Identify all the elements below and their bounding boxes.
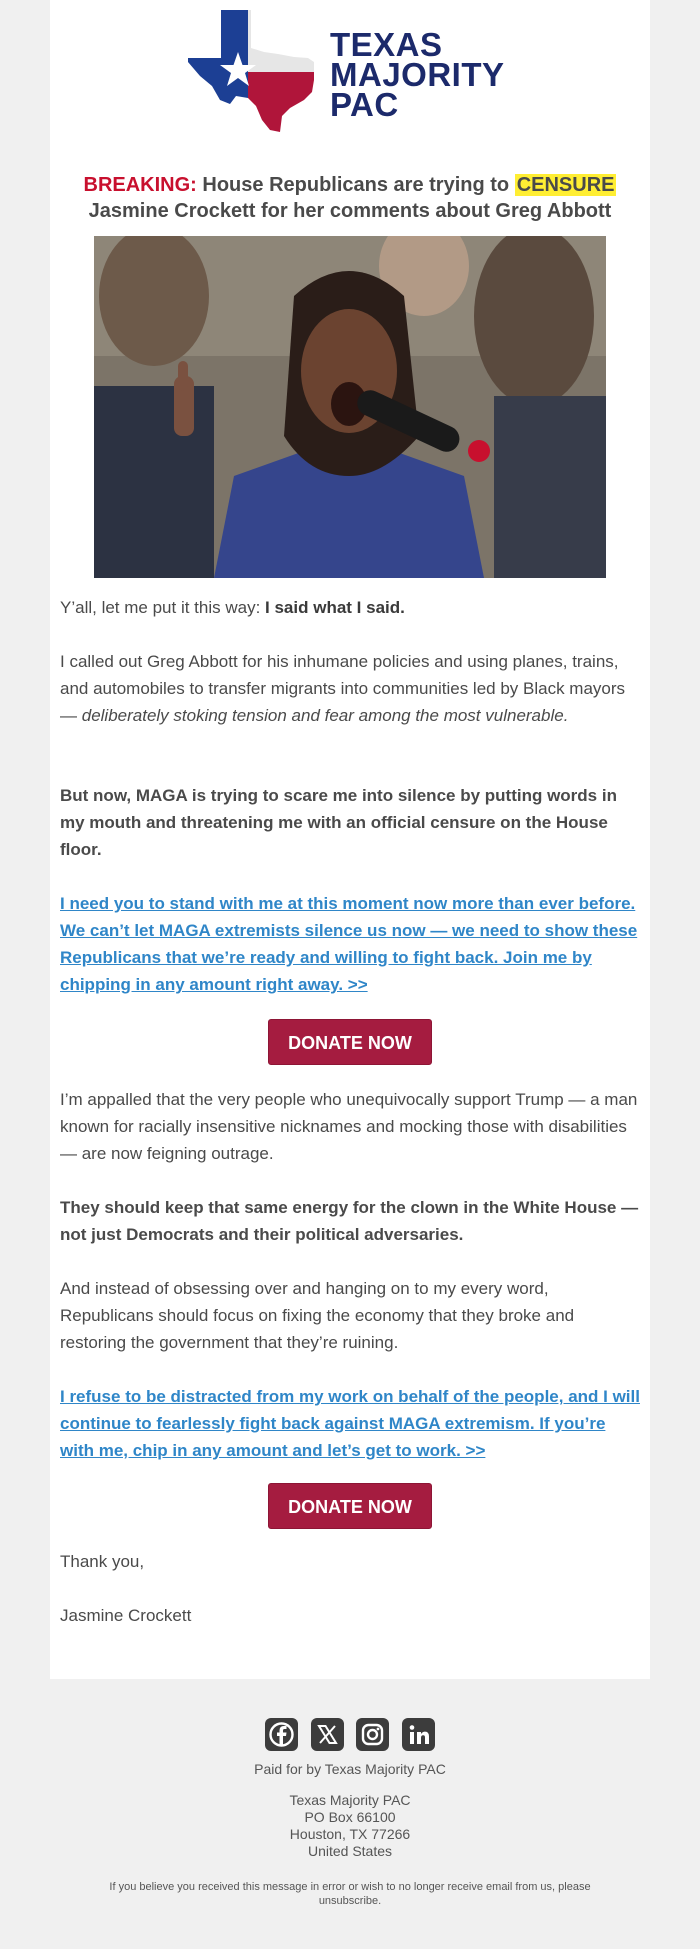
address-city: Houston, TX 77266 bbox=[289, 1826, 411, 1842]
texas-state-flag-icon bbox=[186, 10, 326, 134]
instagram-icon[interactable] bbox=[356, 1718, 389, 1751]
donate-now-button-1[interactable]: DONATE NOW bbox=[268, 1019, 432, 1065]
signature: Jasmine Crockett bbox=[60, 1606, 192, 1625]
intro-bold: I said what I said. bbox=[265, 598, 405, 617]
breaking-label: BREAKING: bbox=[83, 174, 197, 196]
x-icon[interactable] bbox=[311, 1718, 344, 1751]
social-icons bbox=[265, 1718, 435, 1752]
headline-text: House Republicans are trying to bbox=[196, 174, 515, 196]
paragraph-maga: But now, MAGA is trying to scare me into silence by putting words in my mouth and threatening me with an official censure on the House floor. bbox=[60, 786, 617, 859]
donate-link-1[interactable]: I need you to stand with me at this moment now more than ever before. We can’t let MAGA extremists silence us now — we need to show these Republicans that we’re ready and willing to fight back. Join me by chipping in any amount right away. >> bbox=[60, 894, 638, 994]
donate-now-button-2[interactable]: DONATE NOW bbox=[268, 1483, 432, 1529]
paragraph-appalled: I’m appalled that the very people who unequivocally support Trump — a man known for racially insensitive nicknames and mocking those with disabilities — are now feigning outrage. bbox=[60, 1090, 638, 1163]
headline-line1 bbox=[50, 172, 650, 198]
logo-line-majority: MAJORITY bbox=[330, 56, 505, 93]
headline bbox=[50, 172, 650, 224]
hero-photo-illustration bbox=[94, 236, 606, 578]
address-country: United States bbox=[307, 1843, 393, 1859]
address-po-box: PO Box 66100 bbox=[304, 1809, 396, 1825]
closing-thanks: Thank you, bbox=[60, 1552, 145, 1571]
paid-for-disclaimer: Paid for by Texas Majority PAC bbox=[254, 1761, 446, 1777]
headline-line2: Jasmine Crockett for her comments about Greg Abbott bbox=[88, 200, 612, 222]
abbott-italic: deliberately stoking tension and fear among the most vulnerable. bbox=[81, 706, 569, 725]
paragraph-intro bbox=[60, 594, 640, 621]
linkedin-icon[interactable] bbox=[402, 1718, 435, 1751]
address-org: Texas Majority PAC bbox=[289, 1792, 411, 1808]
paragraph-energy: They should keep that same energy for the clown in the White House — not just Democrats and their political adversaries. bbox=[60, 1198, 639, 1244]
logo-wordmark bbox=[330, 26, 505, 123]
donate-link-2[interactable]: I refuse to be distracted from my work on behalf of the people, and I will continue to fearlessly fight back against MAGA extremism. If you’re with me, chip in any amount and let’s get to work. >> bbox=[60, 1387, 640, 1460]
logo-line-pac: PAC bbox=[330, 86, 399, 123]
hero-photo[interactable] bbox=[94, 236, 606, 578]
intro-text: Y’all, let me put it this way: bbox=[60, 598, 266, 617]
paragraph-economy: And instead of obsessing over and hanging on to my every word, Republicans should focus on fixing the economy that they broke and restoring the government that they’re ruining. bbox=[60, 1279, 575, 1352]
unsubscribe-notice[interactable]: If you believe you received this message in error or wish to no longer receive email from us, please unsubscribe. bbox=[109, 1881, 591, 1907]
censure-highlight: CENSURE bbox=[516, 174, 615, 196]
email-card bbox=[50, 0, 650, 1679]
paragraph-abbott bbox=[60, 648, 640, 729]
abbott-text: I called out Greg Abbott for his inhumane policies and using planes, trains, and automobiles to transfer migrants into communities led by Black mayors — bbox=[60, 652, 626, 725]
facebook-icon[interactable] bbox=[265, 1718, 298, 1751]
logo-line-texas: TEXAS bbox=[330, 26, 443, 63]
texas-majority-pac-logo[interactable] bbox=[186, 10, 516, 134]
mailing-address bbox=[0, 1792, 700, 1860]
